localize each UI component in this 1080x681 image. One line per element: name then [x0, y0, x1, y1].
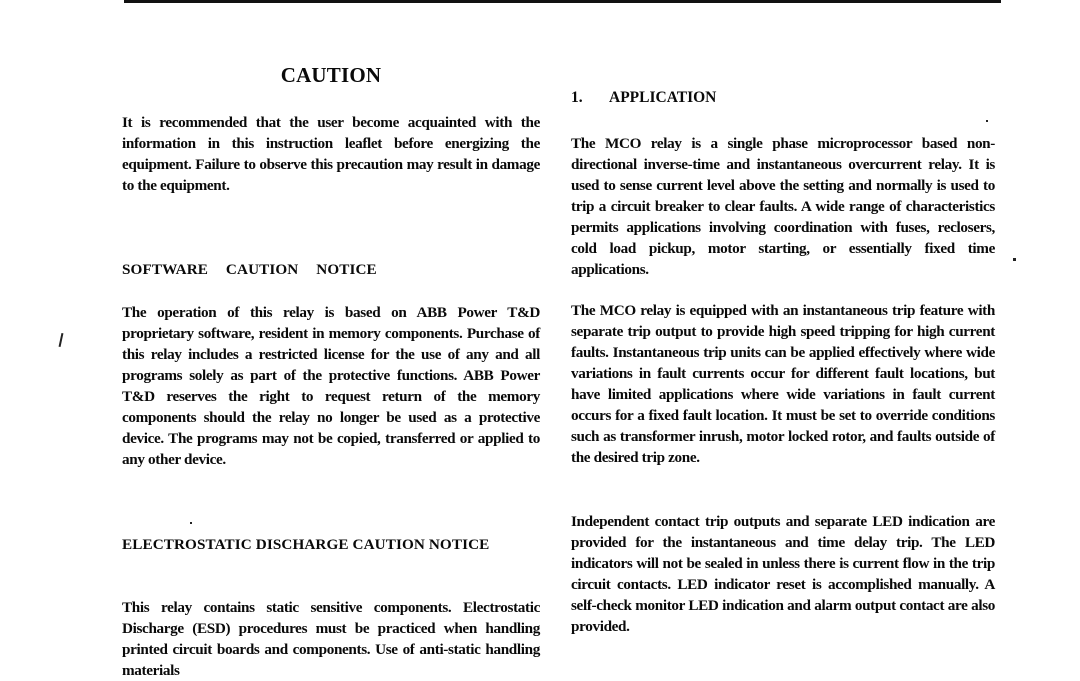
application-paragraph-1: The MCO relay is a single phase microprocessor based non-directional inverse-time and instantaneous overcurrent relay. It is used to sense current level above the setting and normally is used to trip a circuit breaker to clear faults. A wide range of characteristics permits applications involving coordination with fuses, reclosers, cold load pickup, motor starting, or essentially fixed time applications.	[571, 135, 995, 278]
esd-caution-heading: ELECTROSTATIC DISCHARGE CAUTION NOTICE	[122, 536, 490, 553]
esd-caution-paragraph: This relay contains static sensitive components. Electrostatic Discharge (ESD) procedures must be practiced when handling printed circuit boards and components. Use of anti-static handling materials	[122, 599, 540, 679]
scan-speck	[1013, 258, 1016, 261]
scan-speck	[190, 522, 192, 524]
caution-paragraph: It is recommended that the user become acquainted with the information in this instruction leaflet before energizing the equipment. Failure to observe this precaution may result in damage to the equipment.	[122, 114, 540, 194]
application-heading	[571, 89, 716, 107]
section-number: 1.	[571, 89, 583, 106]
top-rule	[124, 0, 1001, 3]
caution-title: CAUTION	[280, 63, 382, 87]
scan-speck	[59, 333, 64, 347]
application-paragraph-3: Independent contact trip outputs and separate LED indication are provided for the instantaneous and time delay trip. The LED indicators will not be sealed in unless there is current flow in the trip circuit contacts. LED indicator reset is accomplished manually. A self-check monitor LED indication and alarm output contact are also provided.	[571, 513, 995, 635]
scan-speck	[986, 120, 988, 122]
software-caution-heading: SOFTWARE CAUTION NOTICE	[122, 261, 377, 278]
software-caution-paragraph: The operation of this relay is based on ABB Power T&D proprietary software, resident in memory components. Purchase of this relay includes a restricted license for the use of any and all programs solely as part of the protective functions. ABB Power T&D reserves the right to request return of the memory components should the relay no longer be used as a protective device. The programs may not be copied, transferred or applied to any other device.	[122, 304, 540, 468]
section-title: APPLICATION	[609, 89, 717, 106]
application-paragraph-2: The MCO relay is equipped with an instantaneous trip feature with separate trip output to provide high speed tripping for high current faults. Instantaneous trip units can be applied effectively where wide variations in fault currents occur for different fault locations, but have limited applications where wide variations in fault current occurs for a fixed fault location. It must be set to override conditions such as transformer inrush, motor locked rotor, and faults outside of the desired trip zone.	[571, 302, 995, 466]
